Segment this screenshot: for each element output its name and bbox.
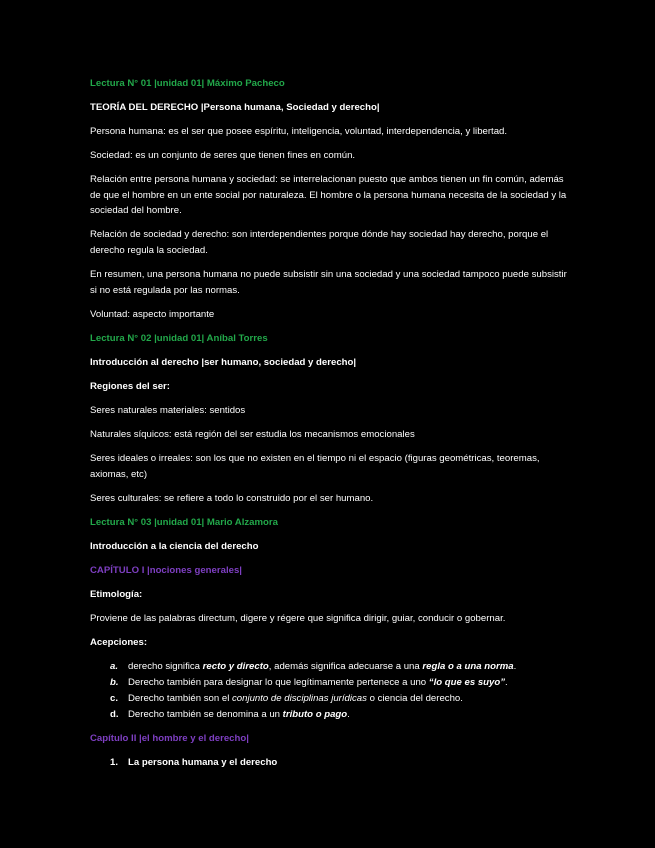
chapter-heading-2: Capítulo II |el hombre y el derecho| [90, 732, 249, 744]
list-item: c. Derecho también son el conjunto de disciplinas jurídicas o ciencia del derecho. [90, 691, 570, 707]
subheading-etimologia: Etimología: [90, 589, 143, 601]
list-marker: b. [110, 677, 119, 689]
paragraph-voluntad: Voluntad: aspecto importante [90, 308, 215, 320]
subheading-acepciones: Acepciones: [90, 637, 148, 649]
list-marker: c. [110, 693, 119, 705]
paragraph-seres-naturales: Seres naturales materiales: sentidos [90, 405, 246, 417]
acepciones-list [90, 659, 570, 722]
subheading-regiones: Regiones del ser: [90, 380, 170, 392]
paragraph-relacion-persona-sociedad: Relación entre persona humana y sociedad: se interrelacionan puesto que ambos tienen un fin común, además de que el hombre en un ente social por naturaleza. El hombre o la persona humana necesita de la sociedad y la sociedad del hombre. [90, 174, 567, 217]
list-marker: 1. [110, 756, 119, 768]
section-title-1: TEORÍA DEL DERECHO |Persona humana, Sociedad y derecho| [90, 102, 380, 114]
list-marker: d. [110, 708, 119, 720]
paragraph-resumen: En resumen, una persona humana no puede subsistir sin una sociedad y una sociedad tampoco puede subsistir si no está regulada por las normas. [90, 269, 567, 296]
capitulo2-list [90, 755, 570, 771]
reading-heading-2: Lectura N° 02 |unidad 01| Aníbal Torres [90, 332, 268, 344]
list-item: 1. La persona humana y el derecho [90, 755, 570, 771]
chapter-heading-1: CAPÍTULO I |nociones generales| [90, 565, 242, 577]
paragraph-seres-culturales: Seres culturales: se refiere a todo lo construido por el ser humano. [90, 492, 374, 504]
document-body [90, 76, 570, 771]
reading-heading-3: Lectura N° 03 |unidad 01| Mario Alzamora [90, 516, 278, 528]
paragraph-naturales-siquicos: Naturales síquicos: está región del ser estudia los mecanismos emocionales [90, 429, 415, 441]
paragraph-persona: Persona humana: es el ser que posee espíritu, inteligencia, voluntad, interdependencia, y libertad. [90, 126, 508, 138]
list-item: b. Derecho también para designar lo que legítimamente pertenece a uno “lo que es suyo”. [90, 675, 570, 691]
section-title-3: Introducción a la ciencia del derecho [90, 541, 259, 552]
list-item: d. Derecho también se denomina a un tributo o pago. [90, 707, 570, 723]
section-title-2: Introducción al derecho |ser humano, sociedad y derecho| [90, 356, 357, 368]
paragraph-seres-ideales: Seres ideales o irreales: son los que no existen en el tiempo ni el espacio (figuras geométricas, teoremas, axiomas, etc) [90, 453, 540, 480]
list-item: a. derecho significa recto y directo, además significa adecuarse a una regla o a una norma. [90, 659, 570, 675]
list-marker: a. [110, 661, 119, 673]
paragraph-etimologia: Proviene de las palabras directum, digere y régere que significa dirigir, guiar, conducir o gobernar. [90, 613, 506, 625]
paragraph-sociedad: Sociedad: es un conjunto de seres que tienen fines en común. [90, 150, 356, 162]
reading-heading-1: Lectura N° 01 |unidad 01| Máximo Pacheco [90, 78, 285, 89]
paragraph-relacion-sociedad-derecho: Relación de sociedad y derecho: son interdependientes porque dónde hay sociedad hay derecho, porque el derecho regula la sociedad. [90, 229, 549, 256]
